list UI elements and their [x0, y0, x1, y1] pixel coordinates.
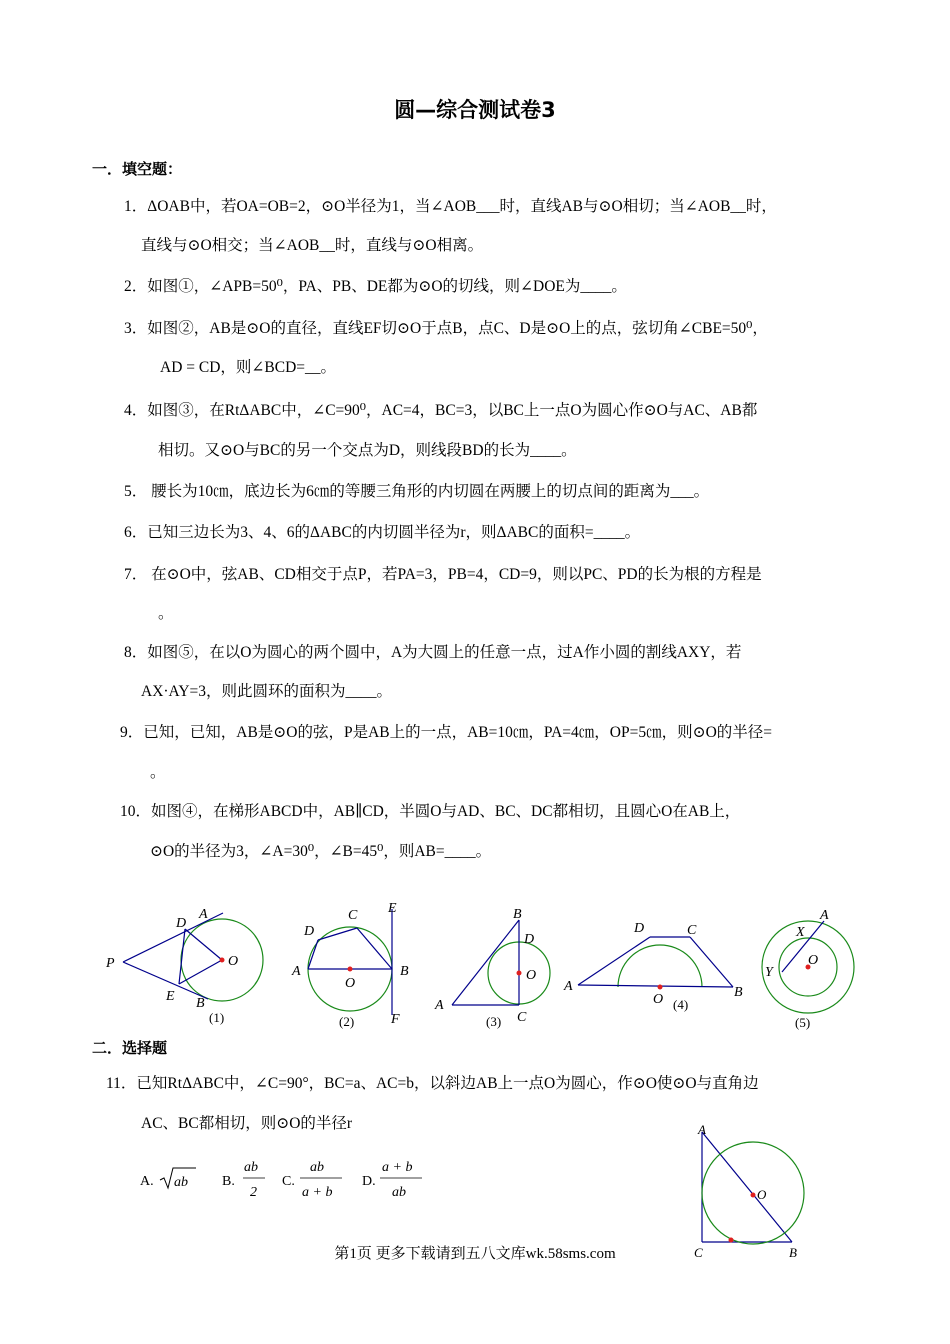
q10-line2: ⊙O的半径为3，∠A=30⁰，∠B=45⁰，则AB=____。	[150, 843, 492, 860]
f4-label-C: C	[687, 923, 697, 938]
option-d-label: D.	[362, 1174, 376, 1189]
f1-label-E: E	[166, 989, 175, 1004]
option-c-num: ab	[310, 1160, 324, 1175]
q4-line1: 4．如图③，在RtΔABC中，∠C=90⁰，AC=4，BC=3，以BC上一点O为圆心作⊙O与AC、AB都	[124, 402, 758, 419]
q10-line1: 10．如图④，在梯形ABCD中，AB∥CD，半圆O与AD、BC、DC都相切，且圆心O在AB上，	[120, 803, 741, 820]
q2-line1: 2．如图①，∠APB=50⁰，PA、PB、DE都为⊙O的切线，则∠DOE为____。	[124, 278, 627, 295]
figure-3	[452, 920, 550, 1005]
f1-label-D: D	[176, 916, 187, 931]
f5-label-A: A	[820, 908, 829, 923]
page-title: 圆—综合测试卷3	[394, 98, 556, 122]
figure-2-center	[348, 967, 353, 972]
option-c-label: C.	[282, 1174, 295, 1189]
f4-label-B: B	[734, 985, 743, 1000]
figure-2	[308, 909, 392, 1015]
f3-label-C: C	[517, 1010, 527, 1025]
f11-label-O: O	[757, 1187, 767, 1202]
figure-row	[0, 895, 950, 1035]
figure-1-center	[220, 958, 225, 963]
f4-label-D: D	[634, 921, 645, 936]
f1-label-B: B	[196, 996, 205, 1011]
f2-label-O: O	[345, 976, 356, 991]
q11-line1: 11．已知RtΔABC中，∠C=90°，BC=a、AC=b，以斜边AB上一点O为圆心，作⊙O使⊙O与直角边	[106, 1075, 759, 1092]
f3-label-O: O	[526, 968, 537, 983]
f3-label-B: B	[513, 907, 522, 922]
f11-label-A: A	[698, 1122, 706, 1137]
q3-line2: AD = CD，则∠BCD=__。	[160, 359, 337, 376]
q7-line1: 7． 在⊙O中，弦AB、CD相交于点P，若PA=3，PB=4，CD=9，则以PC、PD的长为根的方程是	[124, 566, 762, 583]
q9-line1: 9．已知，已知，AB是⊙O的弦，P是AB上的一点，AB=10㎝，PA=4㎝，OP=5㎝，则⊙O的半径=	[120, 724, 773, 741]
figure-4	[578, 937, 733, 987]
option-d-num: a + b	[382, 1160, 413, 1175]
option-b-label: B.	[222, 1174, 235, 1189]
q4-line2: 相切。又⊙O与BC的另一个交点为D，则线段BD的长为____。	[158, 442, 577, 459]
f3-label-D: D	[524, 932, 535, 947]
figure-3-center	[517, 971, 522, 976]
option-c-den: a + b	[302, 1185, 333, 1200]
f1-caption: (1)	[209, 1010, 225, 1025]
f2-label-F: F	[391, 1012, 400, 1027]
q5-line1: 5． 腰长为10㎝，底边长为6㎝的等腰三角形的内切圆在两腰上的切点间的距离为___。	[124, 483, 710, 500]
f4-caption: (4)	[673, 997, 689, 1012]
f11-label-C: C	[694, 1245, 703, 1260]
q8-line1: 8．如图⑤，在以O为圆心的两个圆中，A为大圆上的任意一点，过A作小圆的割线AXY，若	[124, 644, 742, 661]
q11-options	[130, 1150, 450, 1210]
section-choice: 二．选择题	[92, 1039, 168, 1057]
figure-q11-center	[751, 1193, 756, 1198]
q9-line2: 。	[150, 764, 166, 781]
f11-label-B: B	[789, 1245, 797, 1260]
section-fill-blank: 一．填空题：	[92, 160, 183, 178]
f5-label-X: X	[796, 925, 805, 940]
f1-label-O: O	[228, 954, 239, 969]
f5-label-O: O	[808, 953, 819, 968]
q11-line2: AC、BC都相切，则⊙O的半径r	[141, 1115, 353, 1132]
option-b-num: ab	[244, 1160, 258, 1175]
f2-label-C: C	[348, 908, 358, 923]
f1-label-P: P	[106, 956, 115, 971]
f1-label-A: A	[199, 907, 208, 922]
f3-caption: (3)	[486, 1014, 502, 1029]
q3-line1: 3．如图②，AB是⊙O的直径，直线EF切⊙O于点B，点C、D是⊙O上的点，弦切角∠CBE=50⁰，	[124, 320, 768, 337]
q1-line1: 1．ΔOAB中，若OA=OB=2，⊙O半径为1，当∠AOB___时，直线AB与⊙O相切；当∠AOB__时，	[124, 198, 777, 215]
f2-label-D: D	[304, 924, 315, 939]
q6-line1: 6．已知三边长为3、4、6的ΔABC的内切圆半径为r，则ΔABC的面积=____。	[124, 524, 641, 541]
f4-label-A: A	[564, 979, 573, 994]
option-a-expr: ab	[174, 1175, 188, 1190]
figure-1	[123, 913, 263, 1001]
option-a-label: A.	[140, 1174, 154, 1189]
f2-caption: (2)	[339, 1014, 355, 1029]
f5-caption: (5)	[795, 1015, 811, 1030]
q1-line2: 直线与⊙O相交；当∠AOB__时，直线与⊙O相离。	[141, 237, 484, 254]
figure-4-center	[658, 985, 663, 990]
option-b-den: 2	[250, 1185, 257, 1200]
option-d-den: ab	[392, 1185, 406, 1200]
f4-label-O: O	[653, 992, 664, 1007]
q7-line2: 。	[158, 605, 174, 622]
f5-label-Y: Y	[765, 965, 773, 980]
f2-label-E: E	[388, 901, 397, 916]
f2-label-B: B	[400, 964, 409, 979]
f3-label-A: A	[435, 998, 444, 1013]
q8-line2: AX·AY=3，则此圆环的面积为____。	[141, 683, 393, 700]
page-footer: 第1页 更多下载请到五八文库wk.58sms.com	[334, 1246, 616, 1262]
f2-label-A: A	[292, 964, 301, 979]
